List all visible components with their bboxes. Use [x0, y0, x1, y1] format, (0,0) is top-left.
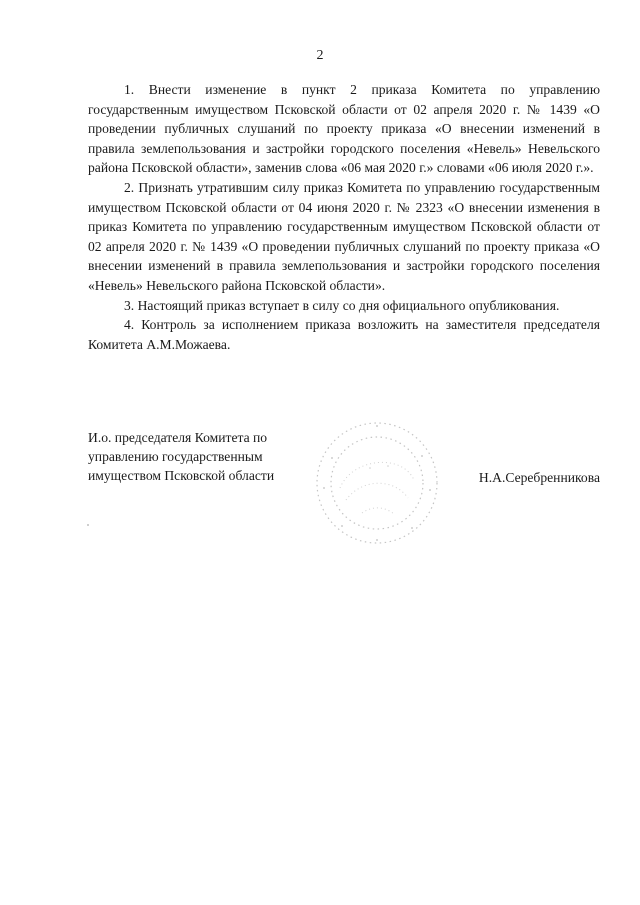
paragraph-1: 1. Внести изменение в пункт 2 приказа Комитета по управлению государственным имуществом Псковской области от 02 апреля 2020 г. № 1439 «О проведении публичных слушаний по проекту приказа «О внесении изменений в правила землепользования и застройки городского поселения «Невель» Невельского района Псковской области», заменив слова «06 мая 2020 г.» словами «06 июля 2020 г.». — [88, 82, 600, 176]
paragraph-3: 3. Настоящий приказ вступает в силу со дня официального опубликования. — [124, 297, 560, 313]
paragraph-4: 4. Контроль за исполнением приказа возложить на заместителя председателя Комитета А.М.Можаева. — [88, 317, 600, 352]
signer-title-line-2: управлению государственным — [88, 449, 263, 464]
signature-block — [88, 428, 600, 528]
signer-title-line-3: имуществом Псковской области — [88, 468, 275, 483]
signer-title — [88, 428, 318, 485]
scan-speck — [87, 524, 89, 526]
signer-title-line-1: И.о. председателя Комитета по — [88, 430, 268, 445]
page-number: 2 — [316, 48, 324, 63]
paragraph-2: 2. Признать утратившим силу приказ Комитета по управлению государственным имуществом Псковской области от 04 июня 2020 г. № 2323 «О внесении изменения в приказ Комитета по управлению государственным имуществом Псковской области от 02 апреля 2020 г. № 1439 «О проведении публичных слушаний по проекту приказа «О внесении изменений в правила землепользования и застройки городского поселения «Невель» Невельского района Псковской области». — [88, 179, 600, 293]
order-body — [88, 80, 600, 354]
signer-name: Н.А.Серебренникова — [478, 470, 600, 485]
